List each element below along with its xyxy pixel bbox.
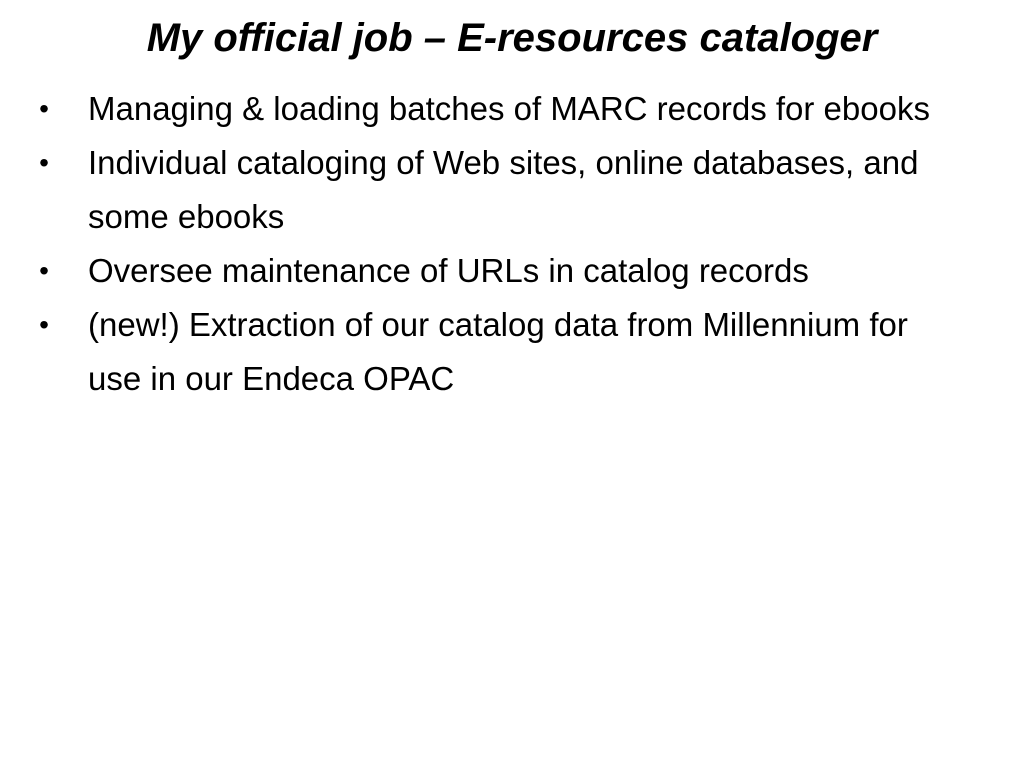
bullet-dot-icon: • (39, 255, 49, 286)
bullet-text: (new!) Extraction of our catalog data from Millennium for use in our Endeca OPAC (88, 306, 908, 397)
bullet-text: Managing & loading batches of MARC records for ebooks (88, 90, 930, 127)
bullet-text: Oversee maintenance of URLs in catalog records (88, 252, 809, 289)
bullet-item (34, 244, 954, 298)
bullet-text: Individual cataloging of Web sites, online databases, and some ebooks (88, 144, 919, 235)
bullet-dot-icon: • (39, 309, 49, 340)
bullet-dot-icon: • (39, 93, 49, 124)
bullet-item (34, 136, 954, 244)
bullet-item (34, 82, 954, 136)
bullet-list (34, 82, 954, 406)
slide-title: My official job – E-resources cataloger (146, 16, 878, 60)
bullet-item (34, 298, 954, 406)
bullet-dot-icon: • (39, 147, 49, 178)
